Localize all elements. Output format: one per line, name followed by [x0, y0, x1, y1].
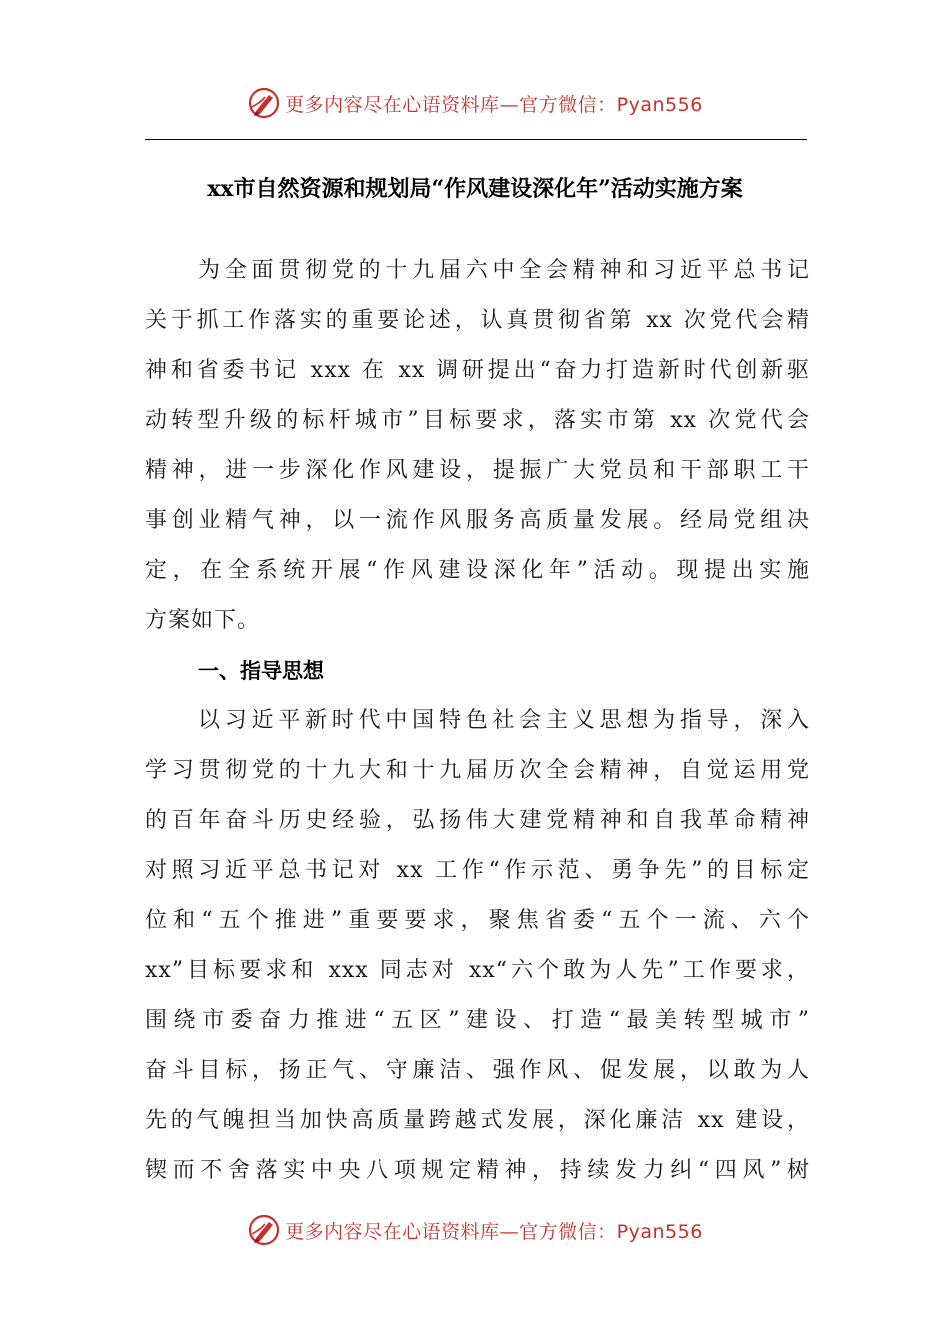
footer-wechat-id: Pyan556 — [616, 1220, 703, 1243]
intro-line: 神和省委书记 xxx 在 xx 调研提出“奋力打造新时代创新驱 — [145, 358, 810, 383]
intro-line: 方案如下。 — [145, 608, 261, 633]
section-line: 的百年奋斗历史经验，弘扬伟大建党精神和自我革命精神 — [145, 808, 810, 833]
section-line: 锲而不舍落实中央八项规定精神，持续发力纠“四风”树 — [145, 1158, 810, 1183]
section-line: 位和“五个推进”重要要求，聚焦省委“五个一流、六个 — [145, 908, 810, 933]
intro-line: 为全面贯彻党的十九届六中全会精神和习近平总书记 — [198, 258, 810, 283]
header-divider — [145, 139, 807, 140]
section-heading: 一、指导思想 — [198, 659, 324, 683]
footer-banner-text: 更多内容尽在心语资料库—官方微信：Pyan556 — [285, 1220, 703, 1243]
intro-line: 定，在全系统开展“作风建设深化年”活动。现提出实施 — [145, 558, 810, 583]
pen-logo-icon — [247, 86, 281, 120]
intro-line: 事创业精气神，以一流作风服务高质量发展。经局党组决 — [145, 508, 810, 533]
section-line: 学习贯彻党的十九大和十九届历次全会精神，自觉运用党 — [145, 758, 810, 783]
section-line: 围绕市委奋力推进“五区”建设、打造“最美转型城市” — [145, 1008, 810, 1033]
section-line: 对照习近平总书记对 xx 工作“作示范、勇争先”的目标定 — [145, 858, 810, 883]
intro-line: 动转型升级的标杆城市”目标要求，落实市第 xx 次党代会 — [145, 408, 810, 433]
section-line: 奋斗目标，扬正气、守廉洁、强作风、促发展，以敢为人 — [145, 1058, 810, 1083]
header-wechat-id: Pyan556 — [616, 93, 703, 116]
header-banner — [0, 83, 950, 123]
pen-logo-icon — [247, 1213, 281, 1247]
document-title: xx市自然资源和规划局“作风建设深化年”活动实施方案 — [207, 176, 743, 202]
section-line: xx”目标要求和 xxx 同志对 xx“六个敢为人先”工作要求， — [145, 958, 810, 983]
section-line: 先的气魄担当加快高质量跨越式发展，深化廉洁 xx 建设， — [145, 1108, 810, 1133]
header-banner-text: 更多内容尽在心语资料库—官方微信：Pyan556 — [285, 93, 703, 116]
intro-line: 精神，进一步深化作风建设，提振广大党员和干部职工干 — [145, 458, 810, 483]
section-line: 以习近平新时代中国特色社会主义思想为指导，深入 — [198, 708, 810, 733]
intro-line: 关于抓工作落实的重要论述，认真贯彻省第 xx 次党代会精 — [145, 308, 810, 333]
footer-banner — [0, 1210, 950, 1250]
